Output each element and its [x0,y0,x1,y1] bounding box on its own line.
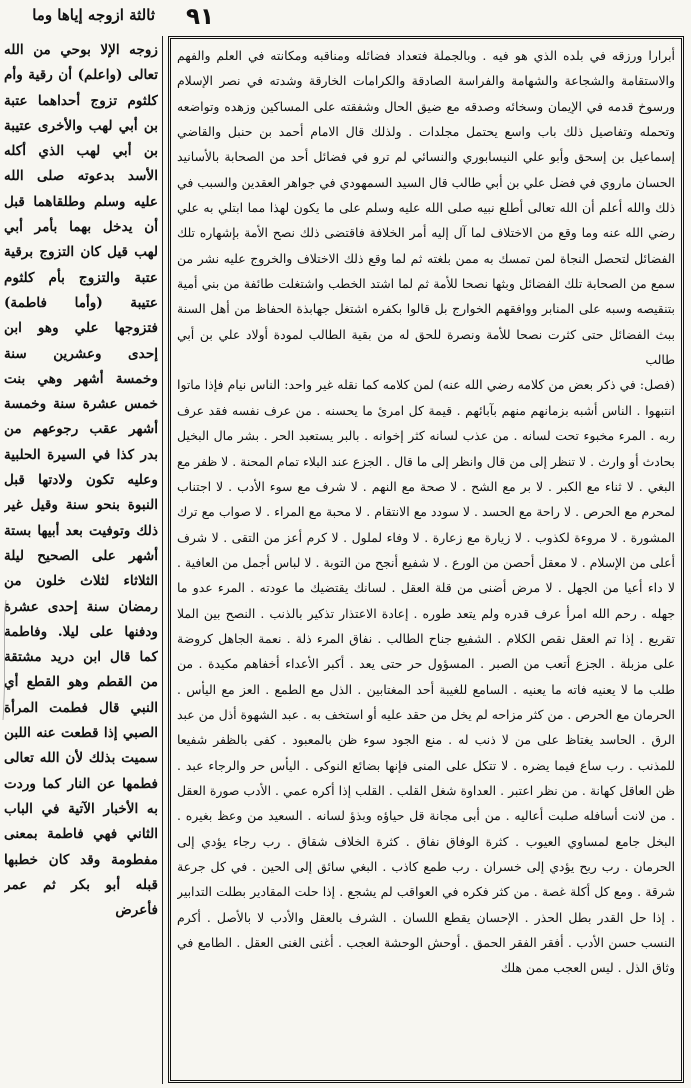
column-separator [162,36,163,1084]
page-number: ٩١ [185,4,215,30]
main-text-frame [168,36,684,1083]
page-crease-mark [0,600,8,720]
main-paragraph-1: أبرارا ورزقه في بلده الذي هو فيه . وبالجملة فتعداد فضائله ومناقبه ومكانته في العلم والفهم والاستقامة والشجاعة والشهامة والفراسة الصادقة والكرامات الخارقة وشدته في نصر الإسلام ورسوخ قدمه في الإيمان وسخائه وصدقه مع ضيق الحال وشفقته على المساكين وزهده وتواضعه وتحمله وتفاصيل ذلك باب واسع يحتمل مجلدات . ولذلك قال الامام أحمد بن حنبل والقاضي إسماعيل بن إسحق وأبو علي النيسابوري والنسائي لم ترو في فضائل أحد من الصحابة بالأسانيد الحسان ماروي في فضل علي بن أبي طالب قال السيد السمهودي في جواهر العقدين والسبب في ذلك والله أعلم أن الله تعالى أطلع نبيه صلى الله عليه وسلم على ما يكون لهذا مما ابتلي به علي رضي الله عنه وما وقع من الاختلاف لما آل إليه أمر الخلافة فاقتضى ذلك نصح الأمة بإشهاره تلك الفضائل لتحصل النجاة لمن تمسك به ممن بلغته ثم لما وقع ذلك الاختلاف والخروج عليه نشر من سمع من الصحابة تلك الفضائل وبثها نصحا للأمة ثم لما اشتد الخطب واشتغلت طائفة من بني أمية بتنقيصه وسبه على المنابر ووافقهم الخوارج بل قالوا بكفره اشتغل جهابذة الحفاظ من أهل السنة ببث الفضائل حتى كثرت نصحا للأمة ونصرة للحق له من بقية الطالب لمودة أولاد علي بن أبي طالب [177,48,675,368]
page-header [0,4,691,36]
running-title: ثالثة ازوجه إياها وما [32,6,155,24]
main-text-body [177,43,675,1076]
main-paragraph-2: (فصل: في ذكر بعض من كلامه رضي الله عنه) لمن كلامه كما نقله غير واحد: الناس نيام فإذا ماتوا انتبهوا . الناس أشبه بزمانهم منهم بآبائهم . قيمة كل امرئ ما يحسنه . من عرف نفسه فقد عرف ربه . المرء مخبوء تحت لسانه . من عذب لسانه كثر إخوانه . بالبر يستعبد الحر . بشر مال البخيل بحادث أو وارث . لا تنظر إلى من قال وانظر إلى ما قال . الجزع عند البلاء تمام المحنة . لا ظفر مع البغي . لا ثناء مع الكبر . لا بر مع الشح . لا صحة مع النهم . لا شرف مع سوء الأدب . لا اجتناب لمحرم مع الحرص . لا راحة مع الحسد . لا سودد مع الانتقام . لا محبة مع المراء . لا صواب مع ترك المشورة . لا مروءة لكذوب . لا زيارة مع زعارة . لا وفاء لملول . لا كرم أعز من التقى . لا شرف أعلى من الإسلام . لا معقل أحصن من الورع . لا شفيع أنجح من التوبة . لا لباس أجمل من العافية . لا داء أعيا من الجهل . لا مرض أضنى من قلة العقل . لسانك يقتضيك ما عودته . المرء عدو ما جهله . رحم الله امرأ عرف قدره ولم يتعد طوره . إعادة الاعتذار تذكير بالذنب . النصح بين الملا تقريع . إذا تم العقل نقص الكلام . الشفيع جناح الطالب . نفاق المرء ذلة . نعمة الجاهل كروضة على مزبلة . الجزع أتعب من الصبر . المسؤول حر حتى يعد . أكبر الأعداء أخفاهم مكيدة . من طلب ما لا يعنيه فاته ما يعنيه . السامع للغيبة أحد المغتابين . الذل مع الطمع . العز مع اليأس . الحرمان مع الحرص . من كثر مزاحه لم يخل من حقد عليه أو استخف به . عبد الشهوة أذل من عبد الرق . الحاسد يغتاظ على من لا ذنب له . منع الجود سوء ظن بالمعبود . كفى بالظفر شفيعا للمذنب . رب ساع فيما يضره . لا تتكل على المنى فإنها بضائع النوكى . اليأس حر والرجاء عبد . ظن العاقل كهانة . من نظر اعتبر . العداوة شغل القلب . القلب إذا أكره عمي . الأدب صورة العقل . من لانت أسافله صلبت أعاليه . من أبى مجانة قل حياؤه وبذؤ لسانه . السعيد من وعظ بغيره . البخل جامع لمساوي العيوب . كثرة الوفاق نفاق . كثرة الخلاف شقاق . رب رجاء يؤدي إلى الحرمان . رب ربح يؤدي إلى خسران . رب طمع كاذب . البغي سائق إلى الحين . في كل جرعة شرقة . ومع كل أكلة غصة . من كثر فكره في العواقب لم يشجع . إذا حلت المقادير بطلت التدابير . إذا حل القدر بطل الحذر . الإحسان يقطع اللسان . الشرف بالعقل والأدب لا بالأصل . أكرم النسب حسن الأدب . أفقر الفقر الحمق . أوحش الوحشة العجب . أغنى الغنى العقل . الطامع في وثاق الذل . ليس العجب ممن هلك [177,377,675,976]
margin-commentary: زوجه الإلا بوحي من الله تعالى (واعلم) أن رقية وأم كلثوم تزوج أحداهما عتبة بن أبي لهب والأخرى عتيبة بن أبي لهب الذي أكله الأسد بدعوته صلى الله عليه وسلم وطلقاهما قبل أن يدخل بهما بأمر أبي لهب قيل كان التزوج برقية عتبة والتزوج بأم كلثوم عتيبة (وأما فاطمة) فتزوجها علي وهو ابن إحدى وعشرين سنة وخمسة أشهر وهي بنت خمس عشرة سنة وخمسة أشهر عقب رجوعهم من بدر كذا في السيرة الحلبية وعليه تكون ولادتها قبل النبوة بنحو سنة وقيل غير ذلك وتوفيت بعد أبيها بستة أشهر على الصحيح ليلة الثلاثاء لثلاث خلون من رمضان سنة إحدى عشرة ودفنها على ليلا. وفاطمة كما قال ابن دريد مشتقة من القطم وهو القطع أي النبي قال فطمت المرأة الصبي إذا قطعت عنه اللبن سميت بذلك لأن الله تعالى فطمها عن النار كما وردت به الأخبار الآتية في الباب الثاني فهي فاطمة بمعنى مفطومة وقد كان خطبها قبله أبو بكر ثم عمر فأعرض [4,42,158,919]
